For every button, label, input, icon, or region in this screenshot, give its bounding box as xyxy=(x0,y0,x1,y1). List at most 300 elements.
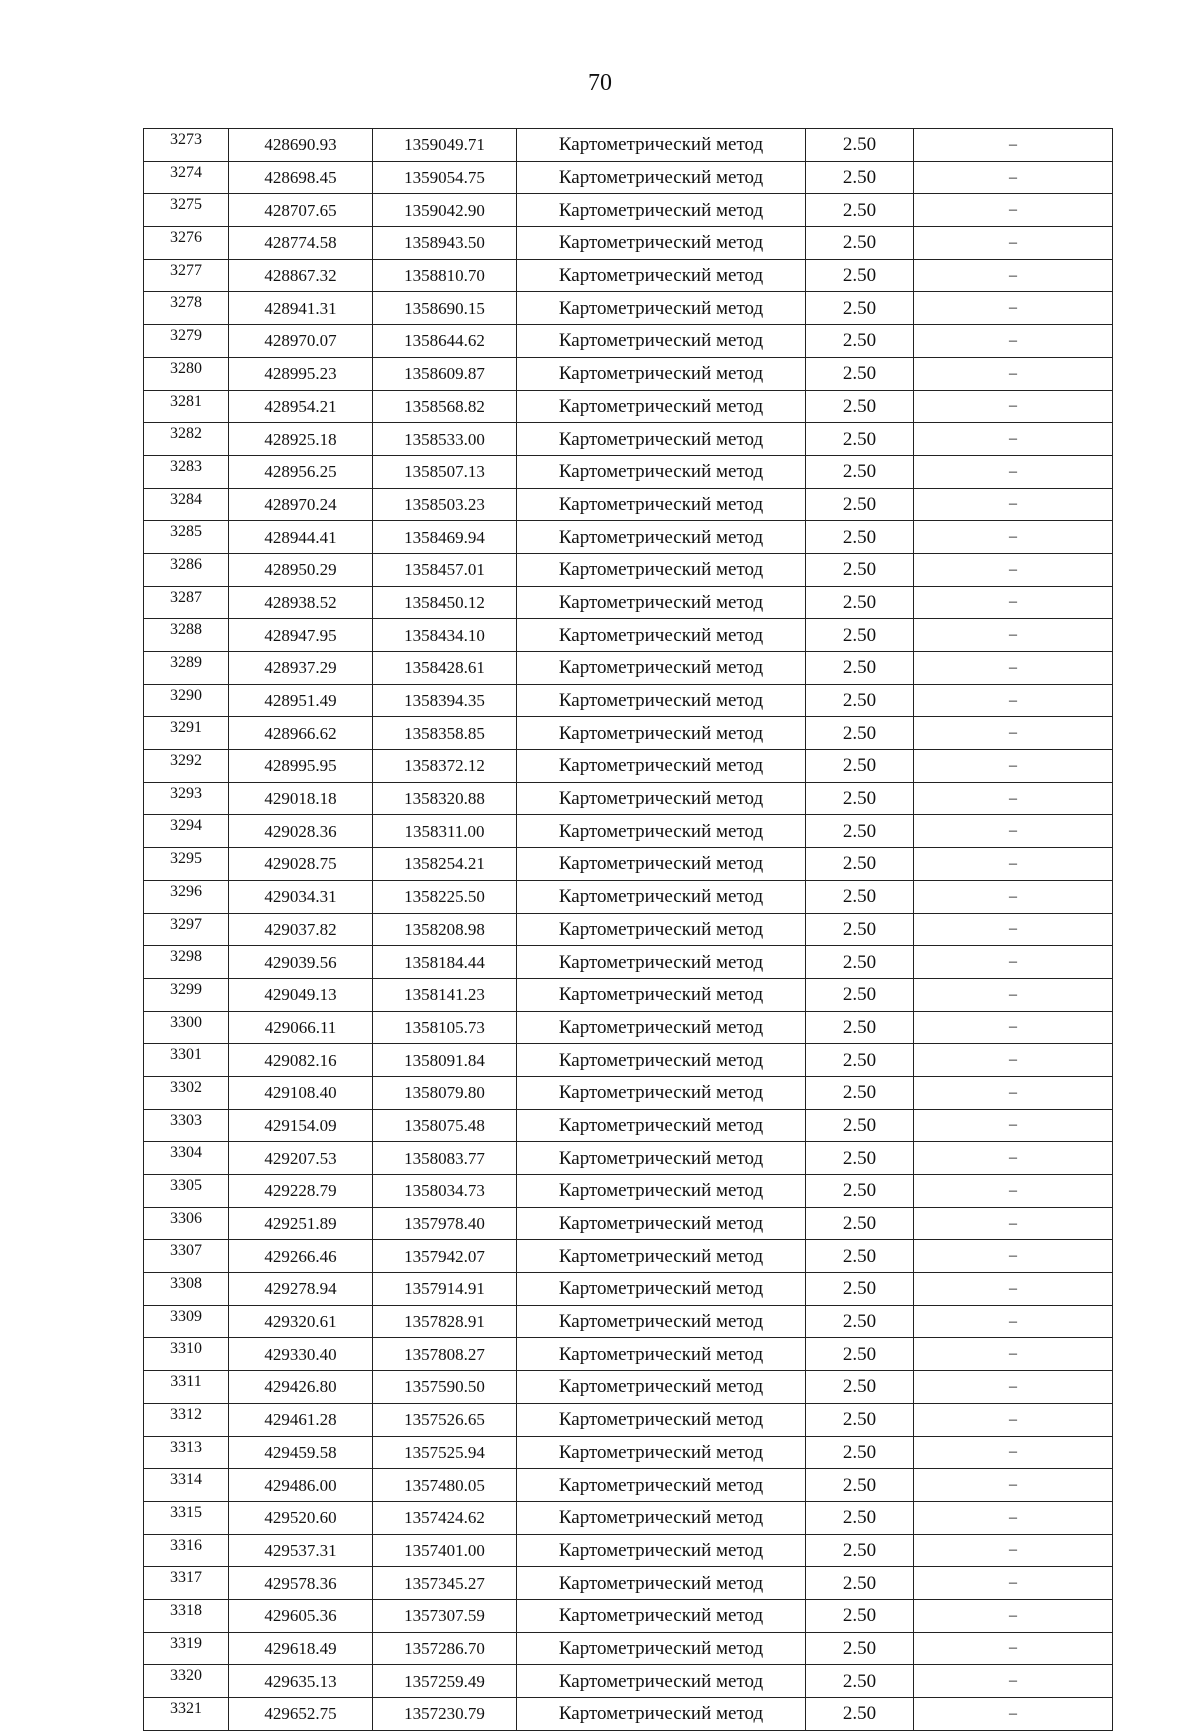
x-coordinate-cell: 429207.53 xyxy=(229,1142,373,1175)
accuracy-cell: 2.50 xyxy=(806,880,914,913)
description-cell: – xyxy=(914,978,1113,1011)
point-number-cell: 3300 xyxy=(144,1011,229,1044)
description-cell: – xyxy=(914,946,1113,979)
table-row xyxy=(144,488,1113,521)
x-coordinate-cell: 429578.36 xyxy=(229,1567,373,1600)
point-number-cell: 3321 xyxy=(144,1698,229,1731)
x-coordinate-cell: 428995.23 xyxy=(229,357,373,390)
method-cell: Картометрический метод xyxy=(517,652,806,685)
accuracy-cell: 2.50 xyxy=(806,553,914,586)
method-cell: Картометрический метод xyxy=(517,1436,806,1469)
description-cell: – xyxy=(914,1044,1113,1077)
table-row xyxy=(144,325,1113,358)
table-row xyxy=(144,782,1113,815)
table-row xyxy=(144,553,1113,586)
y-coordinate-cell: 1358394.35 xyxy=(373,684,517,717)
table-row xyxy=(144,652,1113,685)
accuracy-cell: 2.50 xyxy=(806,913,914,946)
x-coordinate-cell: 428937.29 xyxy=(229,652,373,685)
accuracy-cell: 2.50 xyxy=(806,1175,914,1208)
accuracy-cell: 2.50 xyxy=(806,1207,914,1240)
y-coordinate-cell: 1357978.40 xyxy=(373,1207,517,1240)
table-row xyxy=(144,1665,1113,1698)
method-cell: Картометрический метод xyxy=(517,1665,806,1698)
method-cell: Картометрический метод xyxy=(517,227,806,260)
table-row xyxy=(144,194,1113,227)
x-coordinate-cell: 429066.11 xyxy=(229,1011,373,1044)
point-number-cell: 3296 xyxy=(144,880,229,913)
x-coordinate-cell: 428950.29 xyxy=(229,553,373,586)
table-row xyxy=(144,815,1113,848)
description-cell: – xyxy=(914,1011,1113,1044)
description-cell: – xyxy=(914,455,1113,488)
description-cell: – xyxy=(914,848,1113,881)
table-row xyxy=(144,455,1113,488)
description-cell: – xyxy=(914,325,1113,358)
description-cell: – xyxy=(914,423,1113,456)
page-number: 70 xyxy=(588,70,612,96)
y-coordinate-cell: 1358943.50 xyxy=(373,227,517,260)
x-coordinate-cell: 429278.94 xyxy=(229,1273,373,1306)
y-coordinate-cell: 1358079.80 xyxy=(373,1076,517,1109)
table-row xyxy=(144,423,1113,456)
y-coordinate-cell: 1358141.23 xyxy=(373,978,517,1011)
x-coordinate-cell: 428707.65 xyxy=(229,194,373,227)
description-cell: – xyxy=(914,521,1113,554)
table-row xyxy=(144,1632,1113,1665)
accuracy-cell: 2.50 xyxy=(806,684,914,717)
point-number-cell: 3283 xyxy=(144,455,229,488)
point-number-cell: 3299 xyxy=(144,978,229,1011)
method-cell: Картометрический метод xyxy=(517,913,806,946)
table-row xyxy=(144,1599,1113,1632)
table-row xyxy=(144,227,1113,260)
description-cell: – xyxy=(914,227,1113,260)
description-cell: – xyxy=(914,1599,1113,1632)
table-row xyxy=(144,1011,1113,1044)
x-coordinate-cell: 429652.75 xyxy=(229,1698,373,1731)
table-row xyxy=(144,684,1113,717)
description-cell: – xyxy=(914,1371,1113,1404)
method-cell: Картометрический метод xyxy=(517,1305,806,1338)
point-number-cell: 3303 xyxy=(144,1109,229,1142)
x-coordinate-cell: 429605.36 xyxy=(229,1599,373,1632)
table-row xyxy=(144,848,1113,881)
method-cell: Картометрический метод xyxy=(517,1240,806,1273)
accuracy-cell: 2.50 xyxy=(806,1436,914,1469)
x-coordinate-cell: 428698.45 xyxy=(229,161,373,194)
coordinates-table-body xyxy=(144,129,1113,1731)
description-cell: – xyxy=(914,1076,1113,1109)
point-number-cell: 3290 xyxy=(144,684,229,717)
method-cell: Картометрический метод xyxy=(517,848,806,881)
point-number-cell: 3313 xyxy=(144,1436,229,1469)
accuracy-cell: 2.50 xyxy=(806,1403,914,1436)
point-number-cell: 3274 xyxy=(144,161,229,194)
accuracy-cell: 2.50 xyxy=(806,1567,914,1600)
point-number-cell: 3277 xyxy=(144,259,229,292)
description-cell: – xyxy=(914,1534,1113,1567)
y-coordinate-cell: 1359049.71 xyxy=(373,129,517,162)
method-cell: Картометрический метод xyxy=(517,259,806,292)
accuracy-cell: 2.50 xyxy=(806,1599,914,1632)
accuracy-cell: 2.50 xyxy=(806,1044,914,1077)
point-number-cell: 3311 xyxy=(144,1371,229,1404)
method-cell: Картометрический метод xyxy=(517,423,806,456)
table-row xyxy=(144,1338,1113,1371)
x-coordinate-cell: 429228.79 xyxy=(229,1175,373,1208)
y-coordinate-cell: 1357401.00 xyxy=(373,1534,517,1567)
accuracy-cell: 2.50 xyxy=(806,978,914,1011)
y-coordinate-cell: 1357808.27 xyxy=(373,1338,517,1371)
table-row xyxy=(144,750,1113,783)
point-number-cell: 3316 xyxy=(144,1534,229,1567)
point-number-cell: 3308 xyxy=(144,1273,229,1306)
y-coordinate-cell: 1358105.73 xyxy=(373,1011,517,1044)
point-number-cell: 3292 xyxy=(144,750,229,783)
description-cell: – xyxy=(914,1305,1113,1338)
y-coordinate-cell: 1357828.91 xyxy=(373,1305,517,1338)
y-coordinate-cell: 1358083.77 xyxy=(373,1142,517,1175)
description-cell: – xyxy=(914,292,1113,325)
method-cell: Картометрический метод xyxy=(517,1076,806,1109)
point-number-cell: 3293 xyxy=(144,782,229,815)
x-coordinate-cell: 429251.89 xyxy=(229,1207,373,1240)
description-cell: – xyxy=(914,913,1113,946)
method-cell: Картометрический метод xyxy=(517,1011,806,1044)
accuracy-cell: 2.50 xyxy=(806,1371,914,1404)
point-number-cell: 3309 xyxy=(144,1305,229,1338)
method-cell: Картометрический метод xyxy=(517,553,806,586)
description-cell: – xyxy=(914,1109,1113,1142)
description-cell: – xyxy=(914,1338,1113,1371)
accuracy-cell: 2.50 xyxy=(806,521,914,554)
method-cell: Картометрический метод xyxy=(517,946,806,979)
accuracy-cell: 2.50 xyxy=(806,586,914,619)
description-cell: – xyxy=(914,1207,1113,1240)
x-coordinate-cell: 429537.31 xyxy=(229,1534,373,1567)
x-coordinate-cell: 429618.49 xyxy=(229,1632,373,1665)
method-cell: Картометрический метод xyxy=(517,1044,806,1077)
method-cell: Картометрический метод xyxy=(517,619,806,652)
description-cell: – xyxy=(914,750,1113,783)
x-coordinate-cell: 428938.52 xyxy=(229,586,373,619)
y-coordinate-cell: 1359054.75 xyxy=(373,161,517,194)
point-number-cell: 3287 xyxy=(144,586,229,619)
accuracy-cell: 2.50 xyxy=(806,455,914,488)
y-coordinate-cell: 1357230.79 xyxy=(373,1698,517,1731)
table-row xyxy=(144,1501,1113,1534)
y-coordinate-cell: 1358644.62 xyxy=(373,325,517,358)
accuracy-cell: 2.50 xyxy=(806,1469,914,1502)
y-coordinate-cell: 1358450.12 xyxy=(373,586,517,619)
y-coordinate-cell: 1358320.88 xyxy=(373,782,517,815)
point-number-cell: 3273 xyxy=(144,129,229,162)
point-number-cell: 3310 xyxy=(144,1338,229,1371)
accuracy-cell: 2.50 xyxy=(806,1698,914,1731)
point-number-cell: 3282 xyxy=(144,423,229,456)
description-cell: – xyxy=(914,390,1113,423)
description-cell: – xyxy=(914,880,1113,913)
table-row xyxy=(144,1273,1113,1306)
accuracy-cell: 2.50 xyxy=(806,1109,914,1142)
point-number-cell: 3276 xyxy=(144,227,229,260)
x-coordinate-cell: 429330.40 xyxy=(229,1338,373,1371)
method-cell: Картометрический метод xyxy=(517,1142,806,1175)
y-coordinate-cell: 1358503.23 xyxy=(373,488,517,521)
table-row xyxy=(144,1109,1113,1142)
method-cell: Картометрический метод xyxy=(517,1534,806,1567)
point-number-cell: 3288 xyxy=(144,619,229,652)
y-coordinate-cell: 1358208.98 xyxy=(373,913,517,946)
y-coordinate-cell: 1357590.50 xyxy=(373,1371,517,1404)
method-cell: Картометрический метод xyxy=(517,717,806,750)
y-coordinate-cell: 1357286.70 xyxy=(373,1632,517,1665)
table-row xyxy=(144,717,1113,750)
method-cell: Картометрический метод xyxy=(517,455,806,488)
x-coordinate-cell: 428947.95 xyxy=(229,619,373,652)
point-number-cell: 3306 xyxy=(144,1207,229,1240)
x-coordinate-cell: 428944.41 xyxy=(229,521,373,554)
y-coordinate-cell: 1358533.00 xyxy=(373,423,517,456)
point-number-cell: 3298 xyxy=(144,946,229,979)
table-row xyxy=(144,1469,1113,1502)
method-cell: Картометрический метод xyxy=(517,292,806,325)
method-cell: Картометрический метод xyxy=(517,1567,806,1600)
y-coordinate-cell: 1358457.01 xyxy=(373,553,517,586)
description-cell: – xyxy=(914,129,1113,162)
accuracy-cell: 2.50 xyxy=(806,1534,914,1567)
method-cell: Картометрический метод xyxy=(517,1109,806,1142)
accuracy-cell: 2.50 xyxy=(806,292,914,325)
accuracy-cell: 2.50 xyxy=(806,1305,914,1338)
point-number-cell: 3279 xyxy=(144,325,229,358)
description-cell: – xyxy=(914,357,1113,390)
point-number-cell: 3301 xyxy=(144,1044,229,1077)
method-cell: Картометрический метод xyxy=(517,782,806,815)
y-coordinate-cell: 1357526.65 xyxy=(373,1403,517,1436)
x-coordinate-cell: 428774.58 xyxy=(229,227,373,260)
method-cell: Картометрический метод xyxy=(517,1501,806,1534)
y-coordinate-cell: 1359042.90 xyxy=(373,194,517,227)
table-row xyxy=(144,292,1113,325)
accuracy-cell: 2.50 xyxy=(806,1011,914,1044)
accuracy-cell: 2.50 xyxy=(806,1142,914,1175)
accuracy-cell: 2.50 xyxy=(806,782,914,815)
table-row xyxy=(144,1371,1113,1404)
description-cell: – xyxy=(914,1403,1113,1436)
x-coordinate-cell: 428951.49 xyxy=(229,684,373,717)
point-number-cell: 3318 xyxy=(144,1599,229,1632)
x-coordinate-cell: 429028.36 xyxy=(229,815,373,848)
method-cell: Картометрический метод xyxy=(517,1207,806,1240)
description-cell: – xyxy=(914,815,1113,848)
table-row xyxy=(144,946,1113,979)
accuracy-cell: 2.50 xyxy=(806,1076,914,1109)
accuracy-cell: 2.50 xyxy=(806,1632,914,1665)
accuracy-cell: 2.50 xyxy=(806,357,914,390)
method-cell: Картометрический метод xyxy=(517,390,806,423)
accuracy-cell: 2.50 xyxy=(806,194,914,227)
point-number-cell: 3280 xyxy=(144,357,229,390)
point-number-cell: 3294 xyxy=(144,815,229,848)
x-coordinate-cell: 428941.31 xyxy=(229,292,373,325)
table-row xyxy=(144,1403,1113,1436)
accuracy-cell: 2.50 xyxy=(806,1665,914,1698)
accuracy-cell: 2.50 xyxy=(806,815,914,848)
x-coordinate-cell: 429486.00 xyxy=(229,1469,373,1502)
method-cell: Картометрический метод xyxy=(517,521,806,554)
accuracy-cell: 2.50 xyxy=(806,717,914,750)
x-coordinate-cell: 428954.21 xyxy=(229,390,373,423)
accuracy-cell: 2.50 xyxy=(806,161,914,194)
method-cell: Картометрический метод xyxy=(517,978,806,1011)
y-coordinate-cell: 1358609.87 xyxy=(373,357,517,390)
table-row xyxy=(144,390,1113,423)
accuracy-cell: 2.50 xyxy=(806,1273,914,1306)
accuracy-cell: 2.50 xyxy=(806,848,914,881)
method-cell: Картометрический метод xyxy=(517,880,806,913)
point-number-cell: 3317 xyxy=(144,1567,229,1600)
method-cell: Картометрический метод xyxy=(517,1469,806,1502)
y-coordinate-cell: 1357914.91 xyxy=(373,1273,517,1306)
description-cell: – xyxy=(914,194,1113,227)
method-cell: Картометрический метод xyxy=(517,684,806,717)
table-row xyxy=(144,1305,1113,1338)
x-coordinate-cell: 428970.24 xyxy=(229,488,373,521)
x-coordinate-cell: 428956.25 xyxy=(229,455,373,488)
x-coordinate-cell: 429266.46 xyxy=(229,1240,373,1273)
accuracy-cell: 2.50 xyxy=(806,488,914,521)
table-row xyxy=(144,1175,1113,1208)
method-cell: Картометрический метод xyxy=(517,161,806,194)
accuracy-cell: 2.50 xyxy=(806,619,914,652)
y-coordinate-cell: 1357345.27 xyxy=(373,1567,517,1600)
x-coordinate-cell: 428867.32 xyxy=(229,259,373,292)
description-cell: – xyxy=(914,1436,1113,1469)
description-cell: – xyxy=(914,1665,1113,1698)
table-row xyxy=(144,1207,1113,1240)
y-coordinate-cell: 1358690.15 xyxy=(373,292,517,325)
y-coordinate-cell: 1358358.85 xyxy=(373,717,517,750)
description-cell: – xyxy=(914,553,1113,586)
point-number-cell: 3278 xyxy=(144,292,229,325)
point-number-cell: 3284 xyxy=(144,488,229,521)
y-coordinate-cell: 1357525.94 xyxy=(373,1436,517,1469)
x-coordinate-cell: 428690.93 xyxy=(229,129,373,162)
point-number-cell: 3289 xyxy=(144,652,229,685)
y-coordinate-cell: 1357480.05 xyxy=(373,1469,517,1502)
y-coordinate-cell: 1358034.73 xyxy=(373,1175,517,1208)
accuracy-cell: 2.50 xyxy=(806,1501,914,1534)
method-cell: Картометрический метод xyxy=(517,586,806,619)
method-cell: Картометрический метод xyxy=(517,325,806,358)
table-row xyxy=(144,1240,1113,1273)
accuracy-cell: 2.50 xyxy=(806,325,914,358)
y-coordinate-cell: 1358469.94 xyxy=(373,521,517,554)
table-row xyxy=(144,880,1113,913)
description-cell: – xyxy=(914,1142,1113,1175)
x-coordinate-cell: 429037.82 xyxy=(229,913,373,946)
description-cell: – xyxy=(914,1273,1113,1306)
method-cell: Картометрический метод xyxy=(517,194,806,227)
x-coordinate-cell: 429039.56 xyxy=(229,946,373,979)
description-cell: – xyxy=(914,782,1113,815)
accuracy-cell: 2.50 xyxy=(806,129,914,162)
y-coordinate-cell: 1357259.49 xyxy=(373,1665,517,1698)
table-row xyxy=(144,1436,1113,1469)
table-row xyxy=(144,129,1113,162)
accuracy-cell: 2.50 xyxy=(806,1240,914,1273)
x-coordinate-cell: 429320.61 xyxy=(229,1305,373,1338)
y-coordinate-cell: 1358810.70 xyxy=(373,259,517,292)
point-number-cell: 3302 xyxy=(144,1076,229,1109)
table-row xyxy=(144,978,1113,1011)
x-coordinate-cell: 429049.13 xyxy=(229,978,373,1011)
description-cell: – xyxy=(914,1567,1113,1600)
x-coordinate-cell: 429461.28 xyxy=(229,1403,373,1436)
method-cell: Картометрический метод xyxy=(517,750,806,783)
table-row xyxy=(144,1142,1113,1175)
point-number-cell: 3307 xyxy=(144,1240,229,1273)
description-cell: – xyxy=(914,1469,1113,1502)
description-cell: – xyxy=(914,684,1113,717)
x-coordinate-cell: 429459.58 xyxy=(229,1436,373,1469)
method-cell: Картометрический метод xyxy=(517,1632,806,1665)
y-coordinate-cell: 1358311.00 xyxy=(373,815,517,848)
x-coordinate-cell: 429018.18 xyxy=(229,782,373,815)
y-coordinate-cell: 1358184.44 xyxy=(373,946,517,979)
point-number-cell: 3281 xyxy=(144,390,229,423)
accuracy-cell: 2.50 xyxy=(806,259,914,292)
table-row xyxy=(144,586,1113,619)
method-cell: Картометрический метод xyxy=(517,129,806,162)
x-coordinate-cell: 428925.18 xyxy=(229,423,373,456)
point-number-cell: 3285 xyxy=(144,521,229,554)
x-coordinate-cell: 429028.75 xyxy=(229,848,373,881)
method-cell: Картометрический метод xyxy=(517,1403,806,1436)
method-cell: Картометрический метод xyxy=(517,488,806,521)
description-cell: – xyxy=(914,1501,1113,1534)
table-row xyxy=(144,1044,1113,1077)
x-coordinate-cell: 428966.62 xyxy=(229,717,373,750)
table-row xyxy=(144,521,1113,554)
method-cell: Картометрический метод xyxy=(517,357,806,390)
method-cell: Картометрический метод xyxy=(517,1175,806,1208)
method-cell: Картометрический метод xyxy=(517,1698,806,1731)
description-cell: – xyxy=(914,1632,1113,1665)
method-cell: Картометрический метод xyxy=(517,815,806,848)
description-cell: – xyxy=(914,619,1113,652)
point-number-cell: 3319 xyxy=(144,1632,229,1665)
description-cell: – xyxy=(914,586,1113,619)
accuracy-cell: 2.50 xyxy=(806,390,914,423)
x-coordinate-cell: 428970.07 xyxy=(229,325,373,358)
coordinates-table xyxy=(143,128,1113,1731)
description-cell: – xyxy=(914,161,1113,194)
x-coordinate-cell: 429426.80 xyxy=(229,1371,373,1404)
x-coordinate-cell: 428995.95 xyxy=(229,750,373,783)
table-row xyxy=(144,1534,1113,1567)
table-row xyxy=(144,259,1113,292)
accuracy-cell: 2.50 xyxy=(806,1338,914,1371)
table-row xyxy=(144,1698,1113,1731)
y-coordinate-cell: 1357307.59 xyxy=(373,1599,517,1632)
x-coordinate-cell: 429082.16 xyxy=(229,1044,373,1077)
x-coordinate-cell: 429034.31 xyxy=(229,880,373,913)
y-coordinate-cell: 1358091.84 xyxy=(373,1044,517,1077)
point-number-cell: 3314 xyxy=(144,1469,229,1502)
